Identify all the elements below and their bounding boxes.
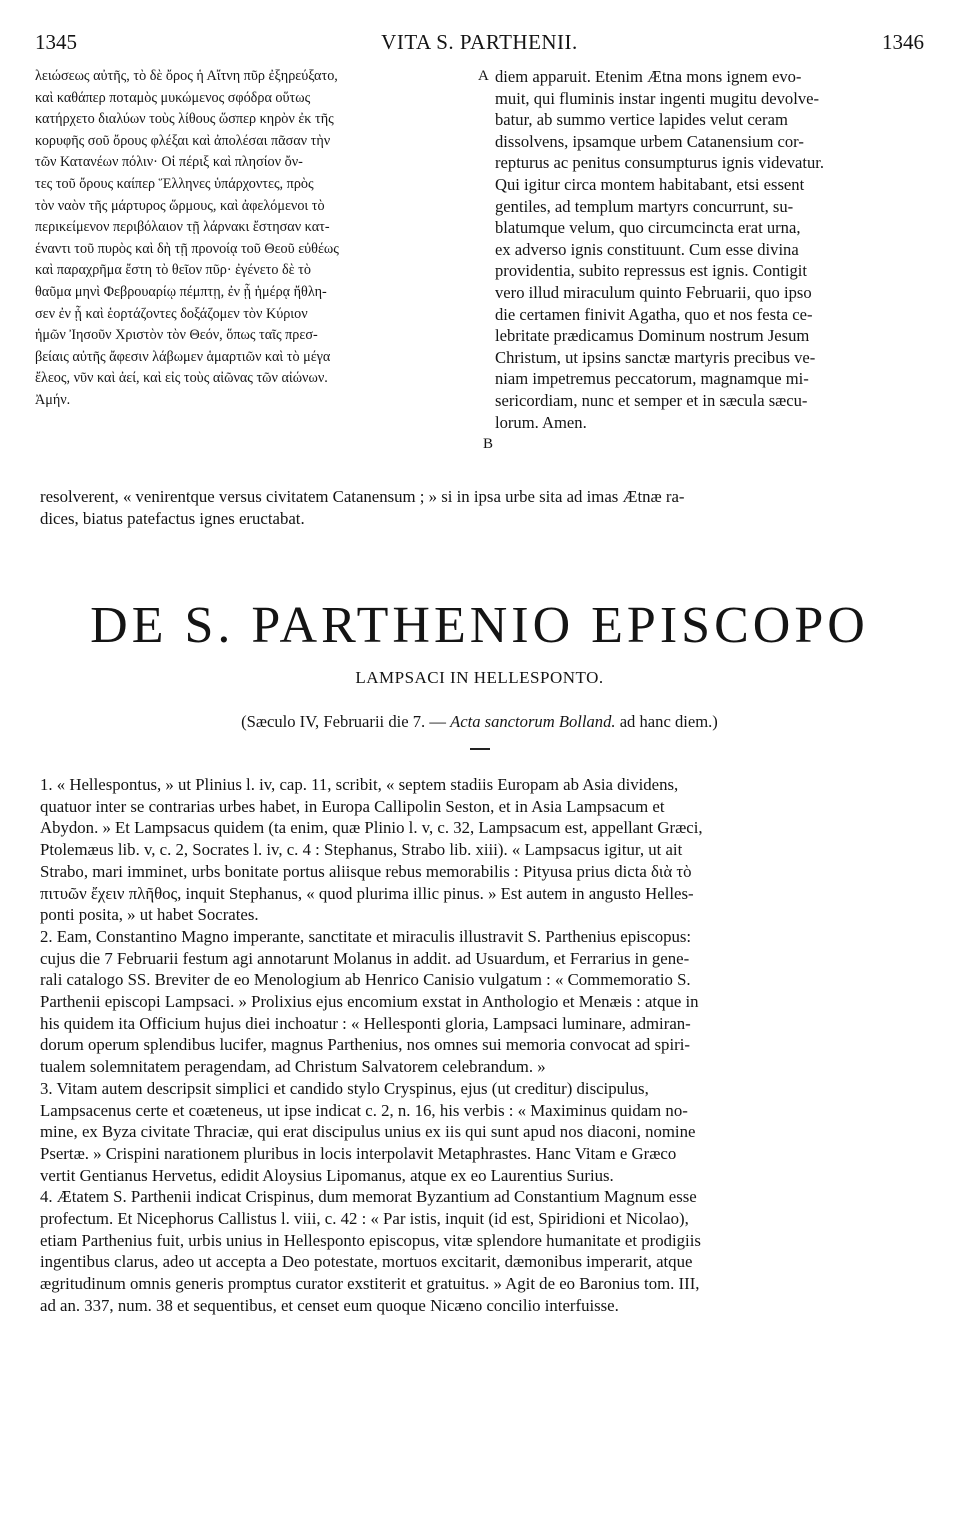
latin-line: Christum, ut ipsins sanctæ martyris precibus ve- (495, 347, 816, 367)
greek-line: θαῦμα μηνὶ Φεβρουαρίῳ πέμπτῃ, ἐν ᾗ ἡμέρᾳ ἤθλη- (35, 283, 327, 300)
dating-line (0, 712, 959, 732)
paragraph (40, 926, 925, 1078)
body-paragraphs (40, 774, 925, 1317)
paragraph-line: Abydon. » Et Lampsacus quidem (ta enim, quæ Plinio l. v, c. 32, Lampsacum est, appellant Græci, (40, 818, 703, 838)
paragraph-line: ægritudinum omnis generis promptus curator exstiterit et gratuitus. » Agit de eo Baronius tom. III, (40, 1274, 700, 1294)
latin-line: Qui igitur circa montem habitabant, etsi essent (495, 174, 805, 194)
separator-rule (470, 748, 490, 750)
paragraph-line: ad an. 337, num. 38 et sequentibus, et censet eum quoque Nicæno concilio interfuisse. (40, 1295, 619, 1315)
greek-line: έναντι τοῦ πυρὸς καὶ δὴ τῇ προνοίᾳ τοῦ Θεοῦ εὐθέως (35, 240, 339, 257)
paragraph-line: cujus die 7 Februarii festum agi annotarunt Molanus in addit. ad Usuardum, et Ferrarius in gene- (40, 948, 690, 968)
paragraph-line: Parthenii episcopi Lampsaci. » Prolixius ejus encomium exstat in Anthologio et Menæis : atque in (40, 992, 699, 1012)
latin-line: blatumque velum, quo circumcincta erat urna, (495, 218, 801, 238)
right-page-number: 1346 (882, 30, 924, 54)
paragraph-line: etiam Parthenius fuit, urbis unius in Hellesponto episcopus, vitæ splendore humanitate et prodigiis (40, 1230, 701, 1250)
section-subtitle: LAMPSACI IN HELLESPONTO. (355, 668, 604, 687)
greek-line: καὶ παραχρῆμα ἔστη τὸ θεῖον πῦρ· ἐγένετο δὲ τὸ (35, 262, 311, 279)
paragraph-line: Strabo, mari imminet, urbs bonitate portus aliisque rebus memorabilis : Pityusa prius dicta διὰ τὸ (40, 861, 692, 881)
paragraph-line: ponti posita, » ut habet Socrates. (40, 905, 259, 925)
dating-italic-source: Acta sanctorum Bolland. (450, 712, 616, 731)
greek-line: περικείμενον περιβόλαιον τῇ λάρνακι ἔστησαν κατ- (35, 219, 330, 236)
latin-line: gentiles, ad templum martyrs concurrunt, su- (495, 196, 794, 216)
paragraph-line: his quidem ita Officium hujus diei inchoatur : « Hellesponti gloria, Lampsaci luminare, admiran- (40, 1013, 691, 1033)
paragraph-line: profectum. Et Nicephorus Callistus l. viii, c. 42 : « Par istis, inquit (id est, Spiridioni et Nicolao), (40, 1209, 689, 1229)
paragraph-line: rali catalogo SS. Breviter de eo Menologium ab Henrico Canisio vulgatum : « Commemoratio S. (40, 970, 691, 990)
continuation-text (40, 486, 925, 529)
latin-line: dissolvens, ipsamque urbem Catanensium cor- (495, 131, 804, 151)
greek-line: καὶ καθάπερ ποταμὸς μυκώμενος σφόδρα οὕτως (35, 89, 311, 106)
greek-line: ἡμῶν Ἰησοῦν Χριστὸν τὸν Θεόν, ὅπως ταῖς πρεσ- (35, 327, 318, 344)
latin-line: lorum. Amen. (495, 412, 587, 432)
greek-line: τῶν Κατανέων πόλιν· Οἱ πέριξ καὶ πλησίον ὄν- (35, 154, 303, 171)
margin-marker-b: B (483, 436, 494, 452)
paragraph-line: 3. Vitam autem descripsit simplici et candido stylo Cryspinus, ejus (ut creditur) discipulus, (40, 1078, 649, 1098)
greek-line: τὸν ναὸν τῆς μάρτυρος ὥρμους, καὶ ἀφελόμενοι τὸ (35, 197, 325, 214)
latin-line: vero illud miraculum quinto Februarii, quo ipso (495, 282, 812, 302)
paragraph (40, 774, 925, 926)
latin-line: niam impetremus peccatorum, magnamque mi- (495, 369, 809, 389)
dating-before: (Sæculo IV, Februarii die 7. — (241, 712, 451, 731)
paragraph-line: Lampsacenus certe et coæteneus, ut ipse indicat c. 2, n. 16, his verbis : « Maximinus quidam no- (40, 1100, 688, 1120)
latin-line: batur, ab summo vertice lapides velut ceram (495, 110, 788, 130)
section-title: DE S. PARTHENIO EPISCOPO (90, 597, 869, 654)
greek-line: ἔλεος, νῦν καὶ ἀεί, καὶ εἰς τοὺς αἰῶνας τῶν αἰώνων. (35, 370, 328, 387)
greek-line: κορυφῆς σοῦ ὄρους φλέξαι καὶ ἀπολέσαι πᾶσαν τὴν (35, 132, 331, 149)
latin-column (495, 66, 925, 433)
continuation-line: resolverent, « venirentque versus civitatem Catanensum ; » si in ipsa urbe sita ad imas Ætnæ ra- (40, 487, 685, 506)
paragraph (40, 1078, 925, 1187)
paragraph-line: Psertæ. » Crispini narationem pluribus in locis interpolavit Metaphrastes. Hanc Vitam e Græco (40, 1143, 677, 1163)
dating-after: ad hanc diem.) (615, 712, 718, 731)
paragraph-line: πιτυῶν ἔχειν πλῆθος, inquit Stephanus, « quod plurima illic pinus. » Est autem in angusto Helles- (40, 883, 694, 903)
latin-line: die certamen finivit Agatha, quo et nos festa ce- (495, 304, 813, 324)
latin-line: repturus ac penitus consumpturus ignis videvatur. (495, 153, 825, 173)
paragraph-line: mine, ex Byza civitate Thraciæ, qui erat discipulus unius ex iis qui sunt apud nos diaconi, nomine (40, 1122, 696, 1142)
paragraph-line: ingentibus clarus, adeo ut accepta a Deo potestate, mortuos excitarit, dæmonibus imperarit, atque (40, 1252, 693, 1272)
greek-line: κατήρχετο διαλύων τοὺς λίθους ὥσπερ κηρὸν ἐκ τῆς (35, 111, 334, 128)
greek-column (35, 66, 490, 412)
paragraph-line: 2. Eam, Constantino Magno imperante, sanctitate et miraculis illustravit S. Parthenius episcopus: (40, 926, 692, 946)
paragraph-line: tualem solemnitatem peragendam, ad Christum Salvatorem celebrandum. » (40, 1057, 546, 1077)
left-page-number: 1345 (35, 30, 77, 54)
page-header (35, 30, 924, 60)
greek-line: σεν ἐν ᾗ καὶ ἑορτάζοντες δοξάζομεν τὸν Κύριον (35, 305, 308, 322)
paragraph-line: vertit Gentianus Hervetus, edidit Aloysius Lipomanus, atque ex eo Laurentius Surius. (40, 1165, 614, 1185)
paragraph-line: Ptolemæus lib. v, c. 2, Socrates l. iv, c. 4 : Stephanus, Strabo lib. xiii). « Lampsacus igitur, ut ait (40, 840, 683, 860)
running-title: VITA S. PARTHENII. (381, 30, 578, 54)
paragraph-line: 4. Ætatem S. Parthenii indicat Crispinus, dum memorat Byzantium ad Constantium Magnum esse (40, 1187, 697, 1207)
paragraph-line: dorum operum splendibus lucifer, magnus Parthenius, nos omnes sui memoria convocat ad spiri- (40, 1035, 690, 1055)
latin-line: muit, qui fluminis instar ingenti mugitu devolve- (495, 88, 820, 108)
continuation-line: dices, biatus patefactus ignes eructabat. (40, 508, 305, 528)
latin-line: diem apparuit. Etenim Ætna mons ignem evo- (495, 67, 802, 86)
margin-marker-a: A (478, 68, 489, 84)
greek-line: Ἀμήν. (35, 391, 71, 408)
greek-line: βείαις αὐτῆς ἄφεσιν λάβωμεν ἁμαρτιῶν καὶ τὸ μέγα (35, 348, 331, 365)
greek-line: λειώσεως αὐτῆς, τὸ δὲ ὄρος ἡ Αἴτνη πῦρ ἐξηρεύξατο, (35, 68, 338, 84)
latin-line: ex adverso ignis constituunt. Cum esse divina (495, 239, 799, 259)
paragraph-line: 1. « Hellespontus, » ut Plinius l. iv, cap. 11, scribit, « septem stadiis Europam ab Asia dividens, (40, 775, 679, 794)
greek-line: τες τοῦ ὄρους καίπερ Ἕλληνες ὑπάρχοντες, πρὸς (35, 175, 314, 192)
paragraph (40, 1186, 925, 1316)
paragraph-line: quatuor inter se contrarias urbes habet, in Europa Callipolin Seston, et in Asia Lampsacum et (40, 796, 665, 816)
latin-line: lebritate prædicamus Dominum nostrum Jesum (495, 326, 810, 346)
latin-line: sericordiam, nunc et semper et in sæcula sæcu- (495, 390, 808, 410)
latin-line: providentia, subito repressus est ignis. Contigit (495, 261, 808, 281)
